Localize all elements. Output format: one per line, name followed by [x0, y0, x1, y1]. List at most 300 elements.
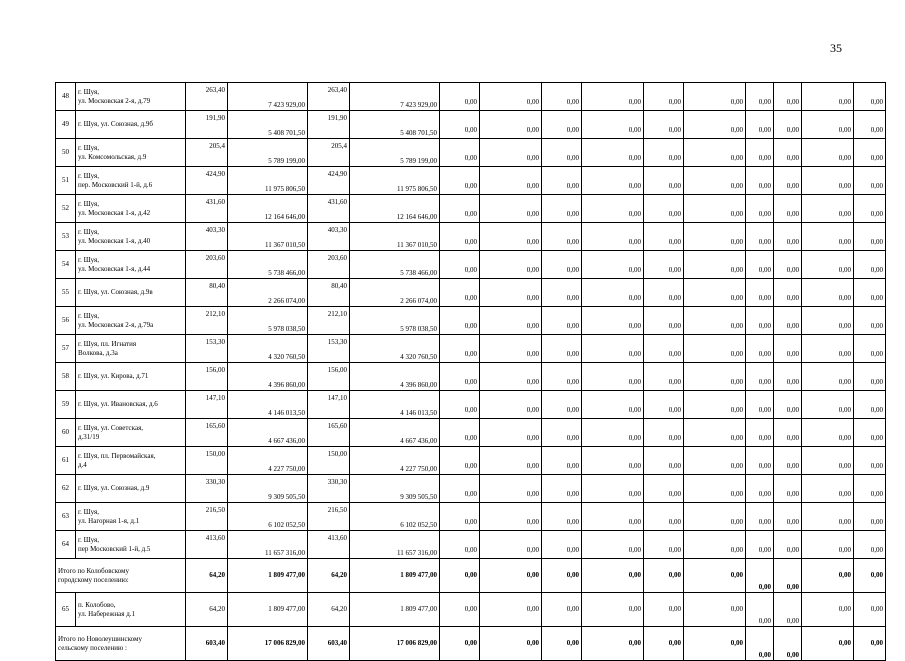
zero-value-cell: 0,00	[774, 475, 802, 503]
cell-line: сельскому поселению :	[58, 643, 127, 652]
zero-value-cell: 0,00	[644, 559, 684, 593]
area-cell: 80,40	[186, 279, 228, 307]
address-cell	[76, 503, 186, 531]
zero-value-cell: 0,00	[480, 223, 542, 251]
zero-value-cell: 0,00	[774, 139, 802, 167]
address-cell	[76, 593, 186, 627]
cell-line: г. Шуя,	[78, 312, 99, 320]
cost-cell: 5 408 701,50	[350, 111, 440, 139]
zero-value-cell: 0,00	[542, 167, 582, 195]
zero-value-cell: 0,00	[854, 167, 886, 195]
zero-value-cell: 0,00	[802, 307, 854, 335]
cost-cell: 12 164 646,00	[350, 195, 440, 223]
cost-cell: 4 227 750,00	[350, 447, 440, 475]
cost-cell: 5 978 038,50	[350, 307, 440, 335]
total-area-cell: 603,40	[308, 627, 350, 661]
area-cell: 64,20	[308, 593, 350, 627]
cost-cell: 9 309 505,50	[350, 475, 440, 503]
cell-line: г. Шуя, ул. Ивановская, д.6	[78, 400, 158, 409]
zero-value-cell: 0,00	[480, 363, 542, 391]
address-cell	[76, 363, 186, 391]
zero-value-cell: 0,00	[542, 419, 582, 447]
row-number-cell: 62	[56, 475, 76, 503]
zero-value-cell: 0,00	[774, 531, 802, 559]
total-cost-cell: 17 006 829,00	[228, 627, 308, 661]
table-row	[56, 391, 886, 419]
zero-value-cell: 0,00	[582, 447, 644, 475]
zero-value-cell: 0,00	[684, 167, 746, 195]
row-number-cell: 64	[56, 531, 76, 559]
zero-value-cell: 0,00	[582, 363, 644, 391]
zero-value-cell: 0,00	[644, 167, 684, 195]
row-number-cell: 54	[56, 251, 76, 279]
area-cell: 413,60	[186, 531, 228, 559]
zero-value-cell: 0,00	[582, 335, 644, 363]
zero-value-cell: 0,00	[582, 167, 644, 195]
zero-value-cell: 0,00	[746, 167, 774, 195]
zero-value-cell: 0,00	[854, 223, 886, 251]
zero-value-cell: 0,00	[802, 195, 854, 223]
zero-value-cell: 0,00	[644, 279, 684, 307]
zero-value-cell: 0,00	[440, 593, 480, 627]
area-cell: 263,40	[186, 83, 228, 111]
cost-cell: 6 102 052,50	[350, 503, 440, 531]
cost-cell: 11 975 806,50	[350, 167, 440, 195]
zero-value-cell: 0,00	[746, 363, 774, 391]
row-number-cell: 63	[56, 503, 76, 531]
cost-cell: 11 657 316,00	[228, 531, 308, 559]
zero-value-cell: 0,00	[440, 139, 480, 167]
area-cell: 64,20	[186, 593, 228, 627]
zero-value-cell: 0,00	[542, 531, 582, 559]
zero-value-cell: 0,00	[542, 111, 582, 139]
zero-value-cell: 0,00	[582, 139, 644, 167]
area-cell: 156,00	[186, 363, 228, 391]
zero-value-cell: 0,00	[802, 111, 854, 139]
cell-line: г. Шуя,	[78, 200, 99, 208]
table-row	[56, 139, 886, 167]
zero-value-cell: 0,00	[480, 111, 542, 139]
zero-value-cell: 0,00	[582, 223, 644, 251]
housing-register-table	[55, 82, 886, 661]
zero-value-cell: 0,00	[684, 363, 746, 391]
zero-value-cell: 0,00	[802, 279, 854, 307]
zero-value-cell: 0,00	[746, 335, 774, 363]
zero-value-cell: 0,00	[774, 391, 802, 419]
zero-value-cell: 0,00	[582, 475, 644, 503]
zero-value-cell: 0,00	[684, 627, 746, 661]
zero-value-cell: 0,00	[440, 251, 480, 279]
total-row-novoleushino	[56, 627, 886, 661]
total-area-cell: 64,20	[186, 559, 228, 593]
area-cell: 153,30	[186, 335, 228, 363]
zero-value-cell: 0,00	[746, 593, 774, 627]
area-cell: 216,50	[186, 503, 228, 531]
zero-value-cell: 0,00	[542, 307, 582, 335]
row-number-cell: 51	[56, 167, 76, 195]
cost-cell: 7 423 929,00	[228, 83, 308, 111]
area-cell: 413,60	[308, 531, 350, 559]
zero-value-cell: 0,00	[542, 363, 582, 391]
zero-value-cell: 0,00	[440, 419, 480, 447]
cost-cell: 4 667 436,00	[350, 419, 440, 447]
zero-value-cell: 0,00	[684, 83, 746, 111]
zero-value-cell: 0,00	[774, 195, 802, 223]
area-cell: 153,30	[308, 335, 350, 363]
total-area-cell: 64,20	[308, 559, 350, 593]
zero-value-cell: 0,00	[746, 559, 774, 593]
address-cell	[76, 83, 186, 111]
zero-value-cell: 0,00	[802, 83, 854, 111]
cost-cell: 5 738 466,00	[350, 251, 440, 279]
zero-value-cell: 0,00	[854, 279, 886, 307]
zero-value-cell: 0,00	[684, 111, 746, 139]
zero-value-cell: 0,00	[854, 111, 886, 139]
zero-value-cell: 0,00	[854, 307, 886, 335]
zero-value-cell: 0,00	[684, 531, 746, 559]
zero-value-cell: 0,00	[684, 391, 746, 419]
area-cell: 431,60	[186, 195, 228, 223]
zero-value-cell: 0,00	[802, 419, 854, 447]
zero-value-cell: 0,00	[542, 251, 582, 279]
zero-value-cell: 0,00	[644, 335, 684, 363]
zero-value-cell: 0,00	[644, 627, 684, 661]
table-row	[56, 251, 886, 279]
row-number-cell: 58	[56, 363, 76, 391]
zero-value-cell: 0,00	[440, 391, 480, 419]
cell-line: г. Шуя,	[78, 172, 99, 180]
address-cell	[76, 419, 186, 447]
table-row	[56, 593, 886, 627]
cell-line: Итого по Колобовскому	[58, 567, 129, 575]
zero-value-cell: 0,00	[542, 195, 582, 223]
cell-line: Итого по Новолеушинскому	[58, 635, 142, 643]
zero-value-cell: 0,00	[684, 593, 746, 627]
zero-value-cell: 0,00	[480, 195, 542, 223]
zero-value-cell: 0,00	[802, 475, 854, 503]
cell-line: г. Шуя, пл. Первомайская,	[78, 452, 156, 460]
area-cell: 424,90	[308, 167, 350, 195]
row-number-cell: 56	[56, 307, 76, 335]
table-row	[56, 195, 886, 223]
zero-value-cell: 0,00	[774, 167, 802, 195]
zero-value-cell: 0,00	[746, 279, 774, 307]
area-cell: 205,4	[308, 139, 350, 167]
cell-line: ул. Нагорная 1-я, д.1	[78, 516, 140, 525]
cell-line: ул. Набережная д.1	[78, 609, 136, 618]
zero-value-cell: 0,00	[684, 223, 746, 251]
zero-value-cell: 0,00	[440, 83, 480, 111]
cost-cell: 11 975 806,50	[228, 167, 308, 195]
zero-value-cell: 0,00	[582, 593, 644, 627]
table-row	[56, 503, 886, 531]
zero-value-cell: 0,00	[644, 195, 684, 223]
zero-value-cell: 0,00	[746, 419, 774, 447]
zero-value-cell: 0,00	[542, 335, 582, 363]
area-cell: 403,30	[308, 223, 350, 251]
zero-value-cell: 0,00	[854, 251, 886, 279]
zero-value-cell: 0,00	[774, 335, 802, 363]
address-cell	[76, 335, 186, 363]
zero-value-cell: 0,00	[746, 475, 774, 503]
address-cell	[76, 391, 186, 419]
zero-value-cell: 0,00	[774, 111, 802, 139]
table-row	[56, 167, 886, 195]
area-cell: 330,30	[308, 475, 350, 503]
cost-cell: 11 657 316,00	[350, 531, 440, 559]
zero-value-cell: 0,00	[582, 627, 644, 661]
cell-line: г. Шуя, ул. Советская,	[78, 424, 144, 432]
zero-value-cell: 0,00	[802, 559, 854, 593]
address-cell	[76, 167, 186, 195]
cell-line: городскому поселению:	[58, 575, 129, 584]
zero-value-cell: 0,00	[440, 307, 480, 335]
zero-value-cell: 0,00	[480, 419, 542, 447]
total-cost-cell: 1 809 477,00	[350, 559, 440, 593]
zero-value-cell: 0,00	[746, 447, 774, 475]
zero-value-cell: 0,00	[440, 279, 480, 307]
row-number-cell: 49	[56, 111, 76, 139]
zero-value-cell: 0,00	[684, 475, 746, 503]
zero-value-cell: 0,00	[802, 363, 854, 391]
page-number: 35	[830, 41, 842, 55]
zero-value-cell: 0,00	[774, 503, 802, 531]
zero-value-cell: 0,00	[774, 223, 802, 251]
address-cell	[76, 111, 186, 139]
zero-value-cell: 0,00	[644, 363, 684, 391]
cell-line: пер Московский 1-й, д.5	[78, 544, 151, 553]
row-number-cell: 59	[56, 391, 76, 419]
zero-value-cell: 0,00	[480, 391, 542, 419]
table-row	[56, 335, 886, 363]
zero-value-cell: 0,00	[542, 559, 582, 593]
area-cell: 150,00	[186, 447, 228, 475]
cost-cell: 2 266 074,00	[228, 279, 308, 307]
area-cell: 165,60	[186, 419, 228, 447]
area-cell: 205,4	[186, 139, 228, 167]
zero-value-cell: 0,00	[542, 627, 582, 661]
zero-value-cell: 0,00	[746, 251, 774, 279]
cost-cell: 5 738 466,00	[228, 251, 308, 279]
zero-value-cell: 0,00	[480, 307, 542, 335]
area-cell: 203,60	[186, 251, 228, 279]
zero-value-cell: 0,00	[582, 195, 644, 223]
zero-value-cell: 0,00	[746, 503, 774, 531]
area-cell: 80,40	[308, 279, 350, 307]
cost-cell: 4 146 013,50	[350, 391, 440, 419]
zero-value-cell: 0,00	[644, 419, 684, 447]
zero-value-cell: 0,00	[644, 447, 684, 475]
address-cell	[76, 307, 186, 335]
row-number-cell: 65	[56, 593, 76, 627]
zero-value-cell: 0,00	[542, 593, 582, 627]
cell-line: г. Шуя,	[78, 144, 99, 152]
table-row	[56, 531, 886, 559]
area-cell: 263,40	[308, 83, 350, 111]
zero-value-cell: 0,00	[684, 251, 746, 279]
zero-value-cell: 0,00	[746, 83, 774, 111]
zero-value-cell: 0,00	[774, 627, 802, 661]
area-cell: 212,10	[308, 307, 350, 335]
zero-value-cell: 0,00	[582, 279, 644, 307]
zero-value-cell: 0,00	[802, 447, 854, 475]
cell-line: ул. Московская 2-я, д.79а	[78, 320, 154, 329]
zero-value-cell: 0,00	[774, 279, 802, 307]
zero-value-cell: 0,00	[644, 307, 684, 335]
zero-value-cell: 0,00	[542, 391, 582, 419]
table-row	[56, 419, 886, 447]
zero-value-cell: 0,00	[684, 559, 746, 593]
zero-value-cell: 0,00	[774, 307, 802, 335]
zero-value-cell: 0,00	[480, 139, 542, 167]
address-cell	[76, 447, 186, 475]
zero-value-cell: 0,00	[440, 363, 480, 391]
cost-cell: 4 667 436,00	[228, 419, 308, 447]
zero-value-cell: 0,00	[440, 195, 480, 223]
zero-value-cell: 0,00	[440, 335, 480, 363]
cell-line: г. Шуя, ул. Союзная, д.9в	[78, 288, 153, 297]
total-label-cell	[56, 627, 186, 661]
area-cell: 216,50	[308, 503, 350, 531]
cost-cell: 1 809 477,00	[228, 593, 308, 627]
total-cost-cell: 1 809 477,00	[228, 559, 308, 593]
cost-cell: 5 408 701,50	[228, 111, 308, 139]
zero-value-cell: 0,00	[746, 627, 774, 661]
zero-value-cell: 0,00	[854, 419, 886, 447]
zero-value-cell: 0,00	[854, 363, 886, 391]
address-cell	[76, 223, 186, 251]
area-cell: 156,00	[308, 363, 350, 391]
zero-value-cell: 0,00	[480, 627, 542, 661]
zero-value-cell: 0,00	[582, 83, 644, 111]
zero-value-cell: 0,00	[802, 223, 854, 251]
cost-cell: 4 227 750,00	[228, 447, 308, 475]
zero-value-cell: 0,00	[582, 503, 644, 531]
zero-value-cell: 0,00	[440, 475, 480, 503]
cell-line: г. Шуя,	[78, 228, 99, 236]
cell-line: д.31/19	[78, 432, 100, 441]
total-row-kolobovo	[56, 559, 886, 593]
zero-value-cell: 0,00	[644, 593, 684, 627]
address-cell	[76, 251, 186, 279]
zero-value-cell: 0,00	[802, 167, 854, 195]
zero-value-cell: 0,00	[854, 503, 886, 531]
cell-line: п. Колобово,	[78, 601, 116, 609]
zero-value-cell: 0,00	[854, 593, 886, 627]
cost-cell: 11 367 010,50	[350, 223, 440, 251]
area-cell: 150,00	[308, 447, 350, 475]
zero-value-cell: 0,00	[774, 419, 802, 447]
zero-value-cell: 0,00	[644, 251, 684, 279]
zero-value-cell: 0,00	[440, 223, 480, 251]
zero-value-cell: 0,00	[644, 223, 684, 251]
cost-cell: 5 789 199,00	[350, 139, 440, 167]
zero-value-cell: 0,00	[802, 391, 854, 419]
zero-value-cell: 0,00	[684, 335, 746, 363]
zero-value-cell: 0,00	[746, 111, 774, 139]
zero-value-cell: 0,00	[582, 251, 644, 279]
area-cell: 212,10	[186, 307, 228, 335]
zero-value-cell: 0,00	[684, 195, 746, 223]
cost-cell: 12 164 646,00	[228, 195, 308, 223]
zero-value-cell: 0,00	[480, 279, 542, 307]
area-cell: 191,90	[186, 111, 228, 139]
zero-value-cell: 0,00	[774, 593, 802, 627]
row-number-cell: 60	[56, 419, 76, 447]
cost-cell: 4 146 013,50	[228, 391, 308, 419]
zero-value-cell: 0,00	[542, 223, 582, 251]
zero-value-cell: 0,00	[582, 307, 644, 335]
zero-value-cell: 0,00	[774, 251, 802, 279]
area-cell: 191,90	[308, 111, 350, 139]
cost-cell: 11 367 010,50	[228, 223, 308, 251]
zero-value-cell: 0,00	[542, 503, 582, 531]
row-number-cell: 48	[56, 83, 76, 111]
zero-value-cell: 0,00	[854, 627, 886, 661]
area-cell: 165,60	[308, 419, 350, 447]
zero-value-cell: 0,00	[480, 475, 542, 503]
zero-value-cell: 0,00	[644, 391, 684, 419]
cell-line: ул. Московская 1-я, д.40	[78, 236, 151, 245]
zero-value-cell: 0,00	[542, 279, 582, 307]
zero-value-cell: 0,00	[440, 447, 480, 475]
zero-value-cell: 0,00	[440, 627, 480, 661]
cost-cell: 7 423 929,00	[350, 83, 440, 111]
row-number-cell: 53	[56, 223, 76, 251]
zero-value-cell: 0,00	[542, 447, 582, 475]
zero-value-cell: 0,00	[774, 447, 802, 475]
area-cell: 431,60	[308, 195, 350, 223]
table-row	[56, 475, 886, 503]
cost-cell: 6 102 052,50	[228, 503, 308, 531]
cost-cell: 5 789 199,00	[228, 139, 308, 167]
table-row	[56, 223, 886, 251]
zero-value-cell: 0,00	[440, 111, 480, 139]
zero-value-cell: 0,00	[774, 363, 802, 391]
cost-cell: 4 320 760,50	[228, 335, 308, 363]
zero-value-cell: 0,00	[802, 627, 854, 661]
cost-cell: 9 309 505,50	[228, 475, 308, 503]
row-number-cell: 55	[56, 279, 76, 307]
cost-cell: 2 266 074,00	[350, 279, 440, 307]
cell-line: г. Шуя,	[78, 536, 99, 544]
cost-cell: 4 396 860,00	[228, 363, 308, 391]
total-label-cell	[56, 559, 186, 593]
row-number-cell: 61	[56, 447, 76, 475]
zero-value-cell: 0,00	[644, 531, 684, 559]
cell-line: г. Шуя,	[78, 256, 99, 264]
zero-value-cell: 0,00	[644, 111, 684, 139]
zero-value-cell: 0,00	[746, 139, 774, 167]
cell-line: пер. Московский 1-й, д.6	[78, 180, 153, 189]
zero-value-cell: 0,00	[854, 83, 886, 111]
cell-line: д.4	[78, 460, 87, 469]
cell-line: г. Шуя,	[78, 88, 99, 96]
zero-value-cell: 0,00	[480, 593, 542, 627]
zero-value-cell: 0,00	[644, 83, 684, 111]
zero-value-cell: 0,00	[854, 475, 886, 503]
zero-value-cell: 0,00	[854, 559, 886, 593]
zero-value-cell: 0,00	[746, 391, 774, 419]
area-cell: 203,60	[308, 251, 350, 279]
zero-value-cell: 0,00	[746, 223, 774, 251]
zero-value-cell: 0,00	[774, 83, 802, 111]
cost-cell: 4 320 760,50	[350, 335, 440, 363]
table-row	[56, 307, 886, 335]
zero-value-cell: 0,00	[684, 307, 746, 335]
area-cell: 424,90	[186, 167, 228, 195]
cell-line: ул. Комсомольская, д.9	[78, 152, 147, 161]
